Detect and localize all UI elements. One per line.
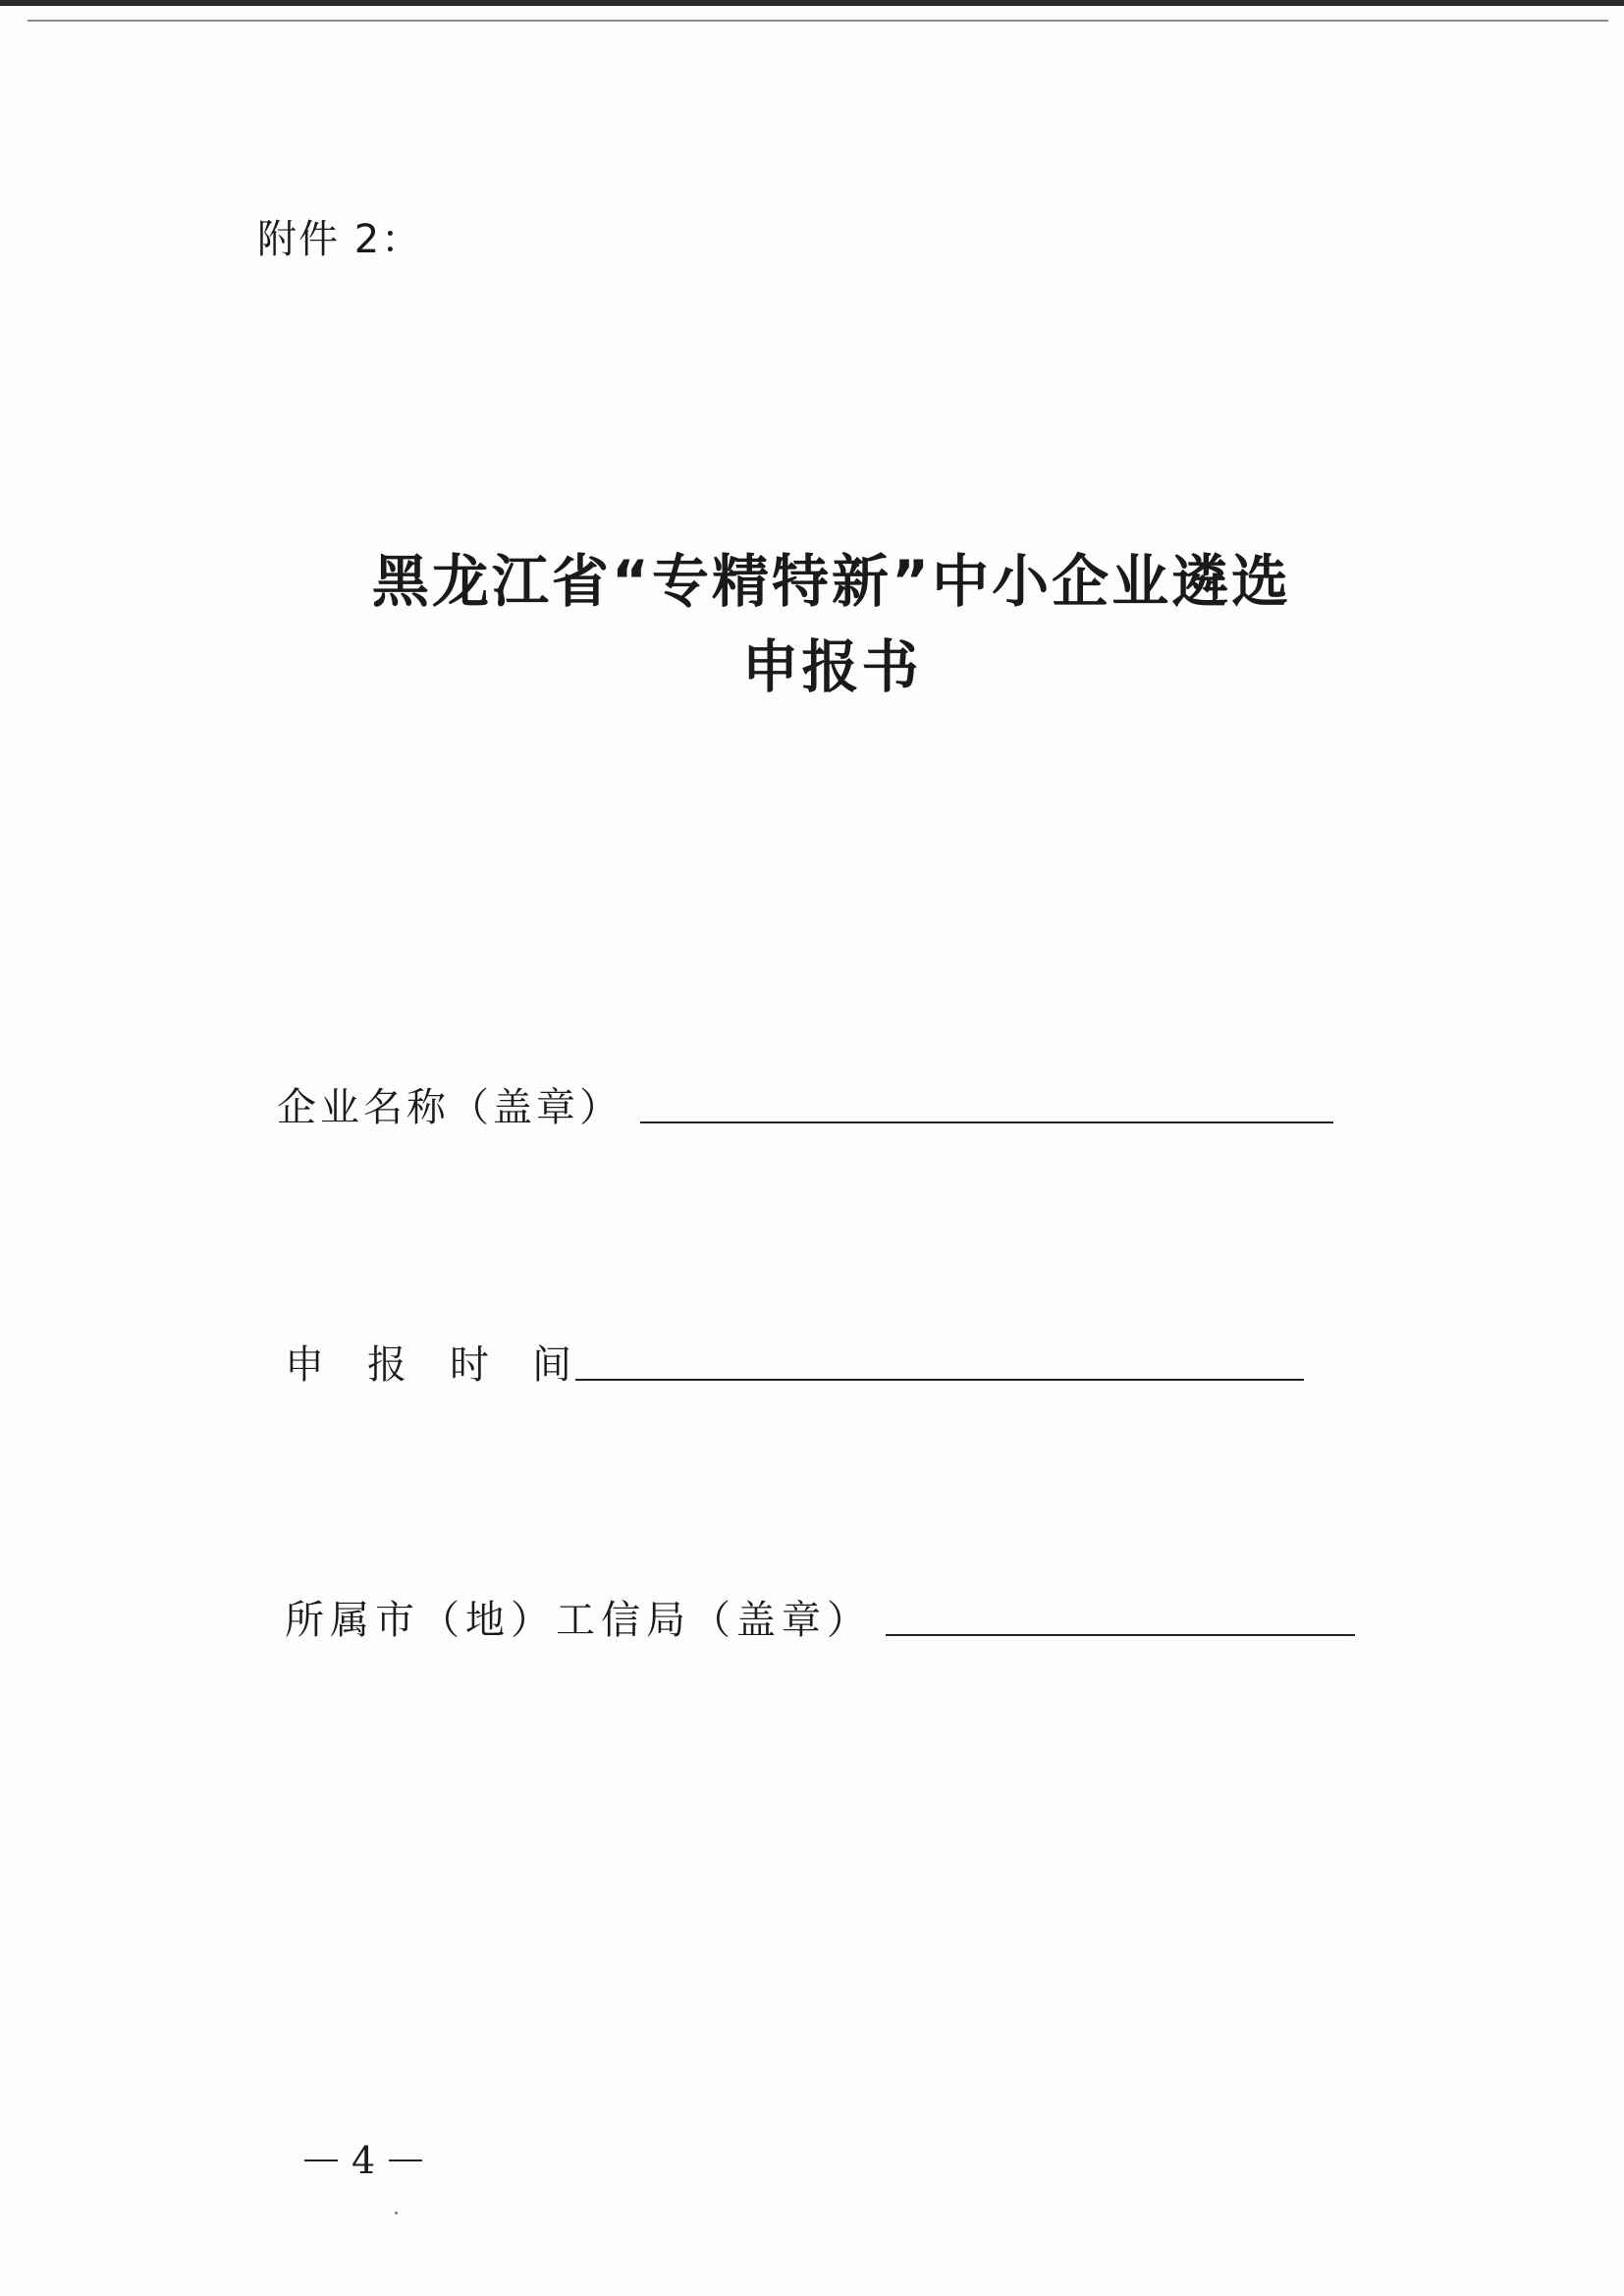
application-time-row	[285, 1342, 1304, 1388]
document-title-line-1: 黑龙江省“专精特新”中小企业遴选	[371, 548, 1292, 615]
scan-rule	[27, 20, 1608, 22]
page-number-dash-right	[389, 2159, 422, 2161]
application-time-label: 申报时间	[285, 1342, 615, 1388]
document-title-line-2: 申报书	[741, 633, 922, 700]
page-number-value: 4	[352, 2139, 376, 2182]
scan-edge-top	[0, 0, 1624, 6]
company-name-row	[277, 1085, 1333, 1130]
page-number-dash-left	[304, 2159, 338, 2161]
bureau-seal-field-line	[886, 1634, 1355, 1636]
scan-speck	[395, 2212, 398, 2214]
application-time-field-line	[575, 1379, 1304, 1381]
attachment-label: 附件 2：	[257, 217, 423, 262]
bureau-seal-label: 所属市（地）工信局（盖章）	[285, 1598, 872, 1643]
bureau-seal-row	[285, 1598, 1355, 1643]
company-name-field-line	[640, 1121, 1333, 1123]
company-name-label: 企业名称（盖章）	[277, 1085, 623, 1130]
page-number	[304, 2139, 422, 2182]
